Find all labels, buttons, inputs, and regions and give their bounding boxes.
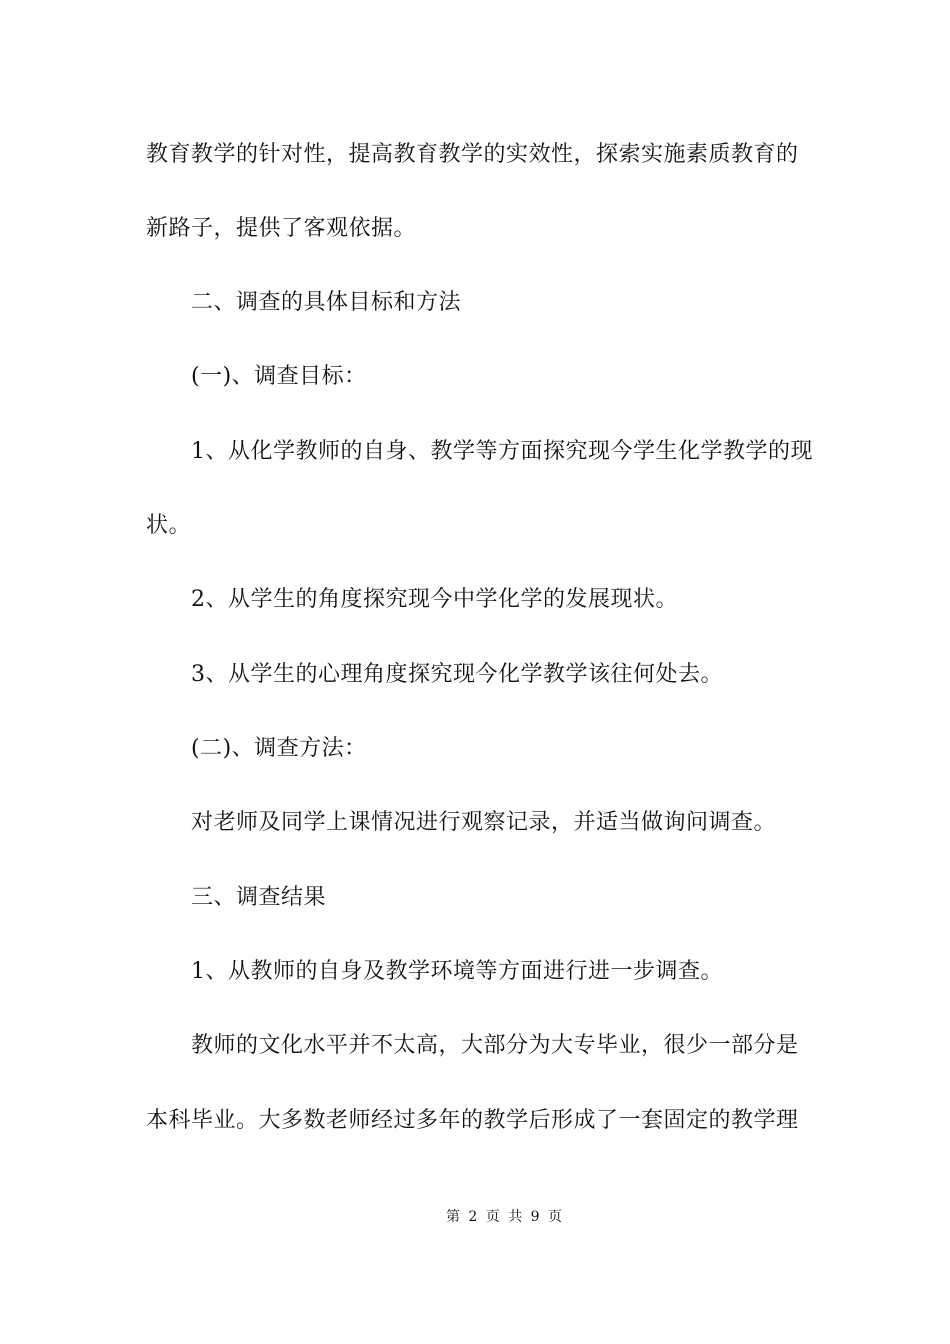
list-item: 1、从教师的自身及教学环境等方面进行进一步调查。 <box>191 959 723 984</box>
list-item: 3、从学生的心理角度探究现今化学教学该往何处去。 <box>191 662 723 687</box>
subsection-heading: (一)、调查目标： <box>191 364 367 389</box>
section-heading: 二、调查的具体目标和方法 <box>191 290 462 315</box>
paragraph-line: 教师的文化水平并不太高，大部分为大专毕业，很少一部分是 <box>191 1033 799 1058</box>
section-heading: 三、调查结果 <box>191 885 327 910</box>
paragraph-line: 本科毕业。大多数老师经过多年的教学后形成了一套固定的教学理 <box>146 1108 799 1133</box>
text-line: 新路子，提供了客观依据。 <box>146 216 417 241</box>
page-number-footer: 第 2 页 共 9 页 <box>445 1209 565 1225</box>
list-item: 1、从化学教师的自身、教学等方面探究现今学生化学教学的现 <box>191 439 813 464</box>
list-item: 2、从学生的角度探究现今中学化学的发展现状。 <box>191 587 678 612</box>
text-line: 状。 <box>146 513 192 538</box>
paragraph-line: 对老师及同学上课情况进行观察记录，并适当做询问调查。 <box>191 810 777 835</box>
subsection-heading: (二)、调查方法： <box>191 736 367 761</box>
text-line: 教育教学的针对性，提高教育教学的实效性，探索实施素质教育的 <box>146 142 799 167</box>
